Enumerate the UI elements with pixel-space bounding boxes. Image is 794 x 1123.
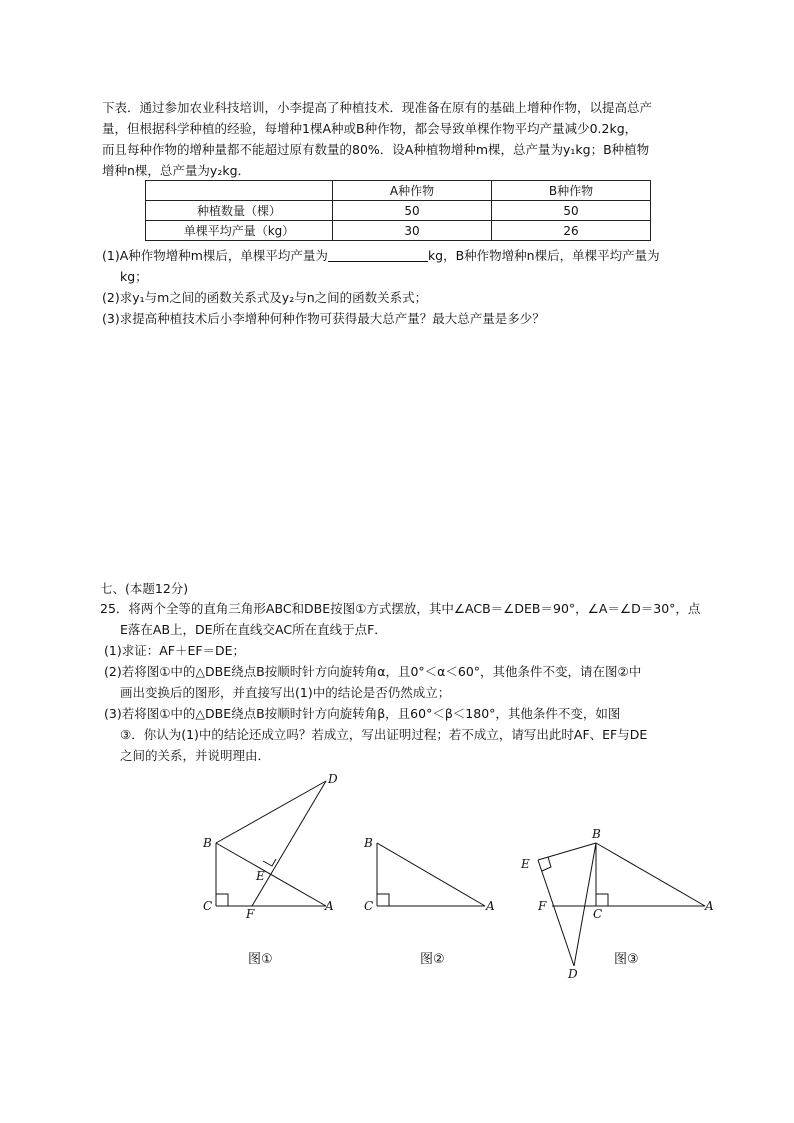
figure-2-labels — [363, 836, 495, 913]
label-c: C — [364, 899, 374, 913]
label-c: C — [203, 899, 213, 913]
section-heading: 七、(本题12分) — [100, 581, 189, 596]
p24-intro-2: 量，但根据科学种植的经验，每增种1棵A种或B种作物，都会导致单棵作物平均产量减少0.2kg， — [102, 121, 638, 136]
segment-ed — [538, 860, 574, 966]
label-a: A — [325, 899, 334, 913]
table-header: B种作物 — [492, 181, 651, 201]
p24-intro-1: 下表．通过参加农业科技培训，小李提高了种植技术．现准备在原有的基础上增种作物，以提高总产 — [102, 100, 653, 115]
figure-3-caption: 图③ — [614, 952, 639, 967]
right-angle-c — [377, 894, 389, 906]
figure-2-caption: 图② — [420, 952, 445, 967]
p25-part-3a: (3)若将图①中的△DBE绕点B按顺时针方向旋转角β，且60°＜β＜180°，其他条件不变，如图 — [104, 706, 621, 721]
table-cell: 26 — [492, 221, 651, 241]
label-f: F — [538, 899, 547, 913]
segment-be — [538, 843, 596, 860]
p25-part-2b: 画出变换后的图形，并直接写出(1)中的结论是否仍然成立； — [120, 685, 451, 700]
p25-part-1: (1)求证：AF＋EF＝DE； — [104, 643, 246, 658]
p24-intro-3: 而且每种作物的增种量都不能超过原有数量的80%．设A种植物增种m棵，总产量为y₁kg；B种植物 — [102, 142, 650, 157]
table-cell: 30 — [333, 221, 492, 241]
segment-ba — [596, 843, 705, 906]
figure-1 — [216, 781, 326, 906]
segment-bd — [574, 843, 596, 966]
label-b: B — [364, 836, 373, 850]
table-header: A种作物 — [333, 181, 492, 201]
label-d: D — [328, 772, 338, 786]
p24-q1-cont: kg； — [120, 269, 148, 284]
right-angle-c — [596, 894, 608, 906]
table-cell: 50 — [492, 201, 651, 221]
p25-part-2a: (2)若将图①中的△DBE绕点B按顺时针方向旋转角α，且0°＜α＜60°，其他条件不变，请在图②中 — [104, 664, 642, 679]
label-a: A — [486, 899, 495, 913]
label-e: E — [256, 869, 265, 883]
p24-q3: (3)求提高种植技术后小李增种何种作物可获得最大总产量？最大总产量是多少？ — [102, 311, 545, 326]
figure-2 — [377, 843, 485, 906]
label-e: E — [521, 857, 530, 871]
p24-intro-4: 增种n棵，总产量为y₂kg． — [102, 163, 251, 178]
p25-part-3b: ③．你认为(1)中的结论还成立吗？若成立，写出证明过程；若不成立，请写出此时AF、EF与DE — [120, 727, 648, 742]
p24-q1-part-b: kg，B种作物增种n棵后，单棵平均产量为 — [427, 248, 660, 263]
label-b: B — [203, 836, 212, 850]
p24-q2: (2)求y₁与m之间的函数关系式及y₂与n之间的函数关系式； — [102, 290, 428, 305]
right-angle-e — [263, 859, 276, 866]
table-cell: 50 — [333, 201, 492, 221]
figure-1-caption: 图① — [248, 952, 273, 967]
right-angle-c — [216, 894, 228, 906]
segment-df — [252, 781, 326, 906]
p24-q1-part-a: (1)A种作物增种m棵后，单棵平均产量为 — [102, 248, 328, 263]
segment-bd — [216, 781, 326, 843]
label-d: D — [568, 967, 578, 981]
label-f: F — [246, 907, 255, 921]
p25-stem-1: 25．将两个全等的直角三角形ABC和DBE按图①方式摆放，其中∠ACB＝∠DEB＝90°，∠A＝∠D＝30°，点 — [100, 601, 701, 616]
label-c: C — [593, 907, 603, 921]
table-cell: 种植数量（棵） — [146, 201, 333, 221]
table-cell: 单棵平均产量（kg） — [146, 221, 333, 241]
p25-part-3c: 之间的关系，并说明理由． — [120, 748, 271, 763]
p25-stem-2: E落在AB上，DE所在直线交AC所在直线于点F． — [120, 622, 387, 637]
right-angle-e — [542, 857, 551, 871]
label-a: A — [705, 899, 714, 913]
segment-ba — [377, 843, 485, 906]
label-b: B — [592, 827, 601, 841]
